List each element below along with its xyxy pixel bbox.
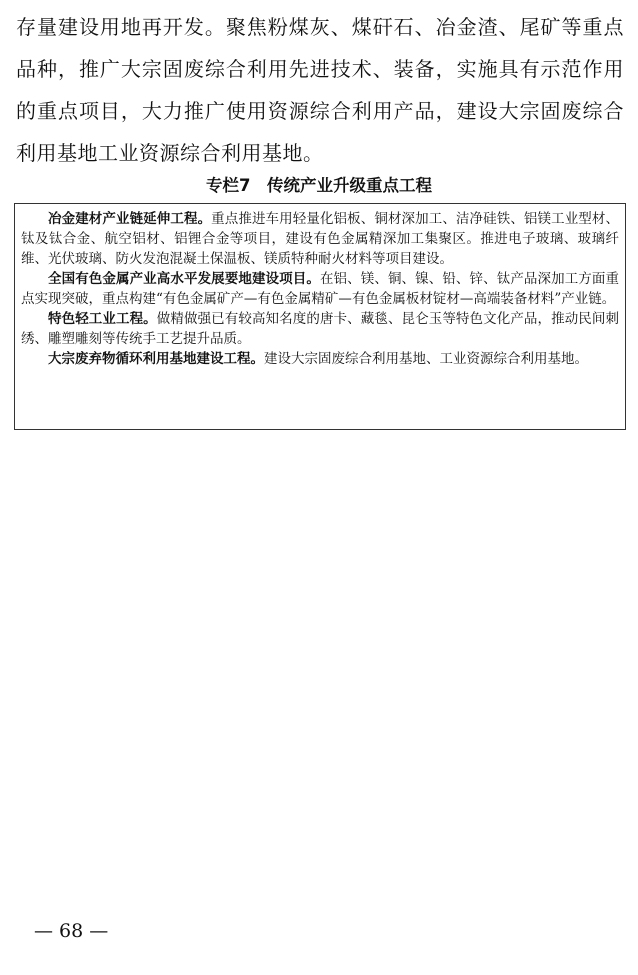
page-number: — 68 —: [34, 920, 109, 942]
box-title: 专栏7 传统产业升级重点工程: [206, 176, 432, 195]
box-item-nonferrous: [21, 269, 619, 309]
box-item-heading: 大宗废弃物循环利用基地建设工程。: [48, 351, 264, 367]
box-item-light-industry: [21, 309, 619, 349]
box-item-text: 建设大宗固废综合利用基地、工业资源综合利用基地。: [264, 351, 588, 367]
body-paragraph: 存量建设用地再开发。聚焦粉煤灰、煤矸石、冶金渣、尾矿等重点品种，推广大宗固废综合利用先进技术、装备，实施具有示范作用的重点项目，大力推广使用资源综合利用产品，建设大宗固废综合利用基地工业资源综合利用基地。: [16, 15, 624, 165]
box-item-recycling: [21, 349, 619, 369]
box-item-heading: 特色轻工业工程。: [48, 311, 157, 327]
box-item-text: 在铝、镁、铜、镍、铅、锌、钛产品深加工方面重点实现突破，重点构建“有色金属矿产—有色金属精矿—有色金属板材锭材—高端装备材料”产业链。: [21, 271, 620, 307]
box-item-heading: 全国有色金属产业高水平发展要地建设项目。: [48, 271, 320, 287]
box-item-text: 重点推进车用轻量化铝板、铜材深加工、洁净硅铁、铝镁工业型材、钛及钛合金、航空铝材、铝锂合金等项目，建设有色金属精深加工集聚区。推进电子玻璃、玻璃纤维、光伏玻璃、防火发泡混凝土保温板、镁质特种耐火材料等项目建设。: [21, 211, 620, 267]
box-item-metallurgy: [21, 209, 619, 269]
special-column-box: [14, 203, 626, 430]
box-item-text: 做精做强已有较高知名度的唐卡、藏毯、昆仑玉等特色文化产品，推动民间刺绣、雕塑雕刻等传统手工艺提升品质。: [21, 311, 619, 347]
box-item-heading: 冶金建材产业链延伸工程。: [48, 211, 212, 227]
